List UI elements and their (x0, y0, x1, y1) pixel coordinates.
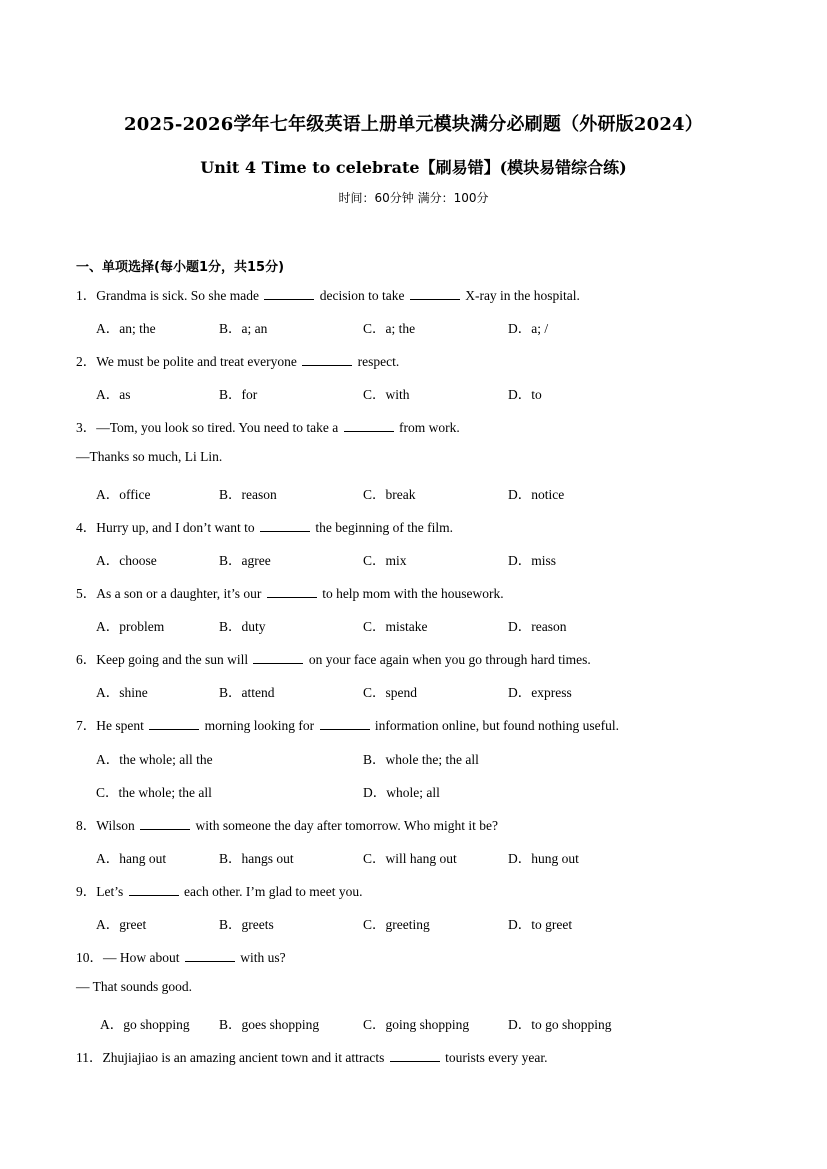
option-a: A．the whole; all the (96, 752, 213, 767)
question-10 (76, 946, 286, 966)
option-a: A．as (96, 387, 131, 402)
question-text: 10．— How about (76, 950, 180, 965)
option-c: C．the whole; the all (96, 785, 212, 800)
question-text: 5．As a son or a daughter, it’s our (76, 586, 262, 601)
option-b: B．agree (219, 553, 271, 568)
option-c: C．a; the (363, 321, 416, 336)
question-11 (76, 1046, 548, 1066)
question-text: 4．Hurry up, and I don’t want to (76, 520, 255, 535)
option-b: B．for (219, 387, 258, 402)
option-c: C．greeting (363, 917, 430, 932)
question-text: X-ray in the hospital. (465, 288, 580, 303)
question-4 (76, 516, 453, 536)
question-text: respect. (357, 354, 400, 369)
answer-blank (344, 420, 394, 432)
option-d: D．to (508, 387, 542, 402)
page-title: 2025-2026学年七年级英语上册单元模块满分必刷题（外研版2024） (124, 114, 703, 135)
option-c: C．with (363, 387, 410, 402)
option-c: C．going shopping (363, 1017, 470, 1032)
option-d: D．whole; all (363, 785, 440, 800)
answer-blank (149, 718, 199, 730)
option-a: A．problem (96, 619, 165, 634)
question-7 (76, 714, 619, 734)
option-c: C．break (363, 487, 416, 502)
option-d: D．to go shopping (508, 1017, 612, 1032)
question-text: to help mom with the housework. (322, 586, 504, 601)
option-d: D．a; / (508, 321, 549, 336)
answer-blank (264, 288, 314, 300)
question-text: with us? (240, 950, 286, 965)
option-a: A．office (96, 487, 151, 502)
question-2 (76, 350, 399, 370)
answer-blank (302, 354, 352, 366)
section-title: 一、单项选择(每小题1分，共15分) (76, 260, 285, 275)
question-1 (76, 284, 580, 304)
dialogue-reply: —Thanks so much, Li Lin. (76, 449, 223, 464)
option-b: B．a; an (219, 321, 268, 336)
option-a: A．choose (96, 553, 157, 568)
question-3 (76, 416, 460, 436)
option-d: D．to greet (508, 917, 573, 932)
answer-blank (253, 652, 303, 664)
question-text: with someone the day after tomorrow. Who might it be? (195, 818, 499, 833)
question-5 (76, 582, 504, 602)
question-text: 8．Wilson (76, 818, 135, 833)
question-text: 3．—Tom, you look so tired. You need to take a (76, 420, 339, 435)
option-c: C．spend (363, 685, 417, 700)
question-text: each other. I’m glad to meet you. (184, 884, 363, 899)
question-text: decision to take (319, 288, 405, 303)
question-text: 1．Grandma is sick. So she made (76, 288, 259, 303)
option-c: C．will hang out (363, 851, 457, 866)
question-text: morning looking for (204, 718, 315, 733)
option-a: A．an; the (96, 321, 156, 336)
option-b: B．whole the; the all (363, 752, 479, 767)
answer-blank (260, 520, 310, 532)
option-d: D．express (508, 685, 572, 700)
question-6 (76, 648, 591, 668)
question-text: 6．Keep going and the sun will (76, 652, 249, 667)
option-d: D．notice (508, 487, 565, 502)
question-8 (76, 814, 498, 834)
answer-blank (185, 950, 235, 962)
answer-blank (129, 884, 179, 896)
dialogue-reply: — That sounds good. (76, 979, 193, 994)
answer-blank (140, 818, 190, 830)
question-9 (76, 880, 362, 900)
question-text: information online, but found nothing useful. (374, 718, 619, 733)
option-d: D．reason (508, 619, 567, 634)
time-and-score-info: 时间：60分钟 满分：100分 (338, 191, 489, 205)
option-c: C．mix (363, 553, 407, 568)
option-b: B．attend (219, 685, 275, 700)
question-text: from work. (399, 420, 460, 435)
question-text: the beginning of the film. (315, 520, 453, 535)
unit-subtitle: Unit 4 Time to celebrate【刷易错】(模块易错综合练) (200, 158, 627, 177)
question-text: tourists every year. (445, 1050, 548, 1065)
option-a: A．go shopping (100, 1017, 190, 1032)
option-c: C．mistake (363, 619, 428, 634)
option-d: D．miss (508, 553, 557, 568)
question-text: 9．Let’s (76, 884, 124, 899)
answer-blank (410, 288, 460, 300)
question-text: 7．He spent (76, 718, 144, 733)
option-a: A．shine (96, 685, 148, 700)
option-b: B．reason (219, 487, 277, 502)
answer-blank (267, 586, 317, 598)
option-b: B．goes shopping (219, 1017, 320, 1032)
option-a: A．greet (96, 917, 147, 932)
option-b: B．duty (219, 619, 266, 634)
answer-blank (320, 718, 370, 730)
option-b: B．greets (219, 917, 274, 932)
answer-blank (390, 1050, 440, 1062)
question-text: on your face again when you go through hard times. (308, 652, 591, 667)
option-d: D．hung out (508, 851, 579, 866)
question-text: 11．Zhujiajiao is an amazing ancient town and it attracts (76, 1050, 385, 1065)
option-b: B．hangs out (219, 851, 294, 866)
question-text: 2．We must be polite and treat everyone (76, 354, 297, 369)
option-a: A．hang out (96, 851, 167, 866)
